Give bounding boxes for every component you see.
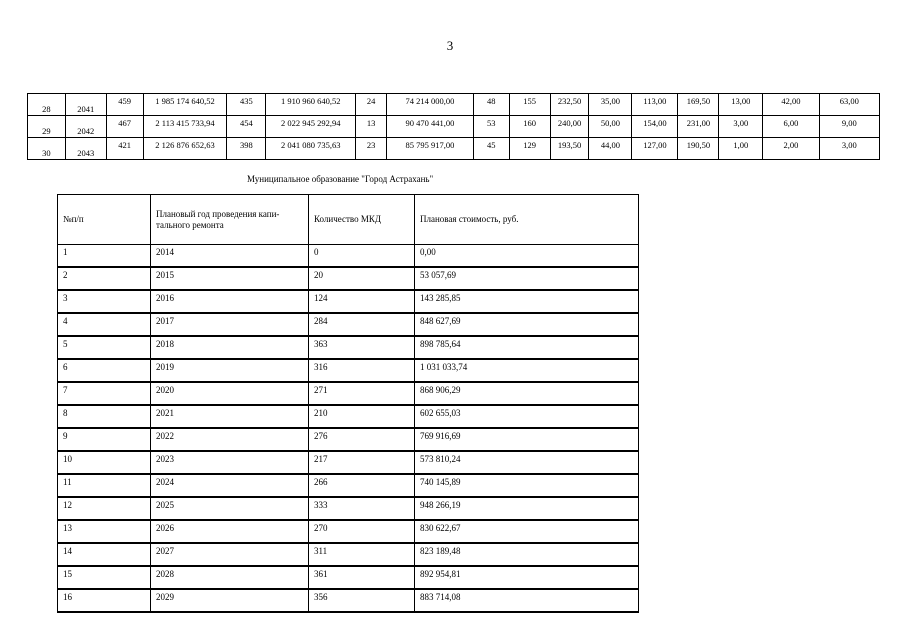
header-planned-cost: Плановая стоимость, руб.: [415, 195, 639, 245]
planned-cost-cell: 740 145,89: [415, 474, 639, 497]
planned-year-cell: 2015: [151, 267, 309, 290]
table-cell: 63,00: [819, 94, 879, 116]
table-cell: 2 041 080 735,63: [266, 138, 356, 160]
row-number-cell: 3: [58, 290, 151, 313]
table-cell: 29: [28, 116, 66, 138]
table-cell: 90 470 441,00: [386, 116, 473, 138]
table-row: [58, 405, 639, 428]
planned-year-cell: 2019: [151, 359, 309, 382]
header-row: [58, 195, 639, 245]
table-cell: 35,00: [589, 94, 632, 116]
table-row: [58, 336, 639, 359]
page-number: 3: [446, 38, 454, 53]
planned-cost-cell: 602 655,03: [415, 405, 639, 428]
table-cell: 85 795 917,00: [386, 138, 473, 160]
row-number-cell: 5: [58, 336, 151, 359]
table-cell: 48: [473, 94, 509, 116]
building-count-cell: 333: [309, 497, 415, 520]
table-cell: 129: [509, 138, 550, 160]
planned-year-cell: 2029: [151, 589, 309, 612]
table-cell: 467: [106, 116, 143, 138]
table-cell: 2 126 876 652,63: [143, 138, 227, 160]
building-count-cell: 20: [309, 267, 415, 290]
table-cell: 232,50: [550, 94, 589, 116]
table-row: [58, 543, 639, 566]
table-cell: 113,00: [632, 94, 678, 116]
building-count-cell: 311: [309, 543, 415, 566]
building-count-cell: 361: [309, 566, 415, 589]
row-number-cell: 14: [58, 543, 151, 566]
planned-year-cell: 2028: [151, 566, 309, 589]
row-number-cell: 7: [58, 382, 151, 405]
table-cell: 398: [227, 138, 266, 160]
table-row: [58, 589, 639, 612]
table-cell: 30: [28, 138, 66, 160]
building-count-cell: 276: [309, 428, 415, 451]
table-row: [58, 566, 639, 589]
planned-year-cell: 2021: [151, 405, 309, 428]
table-cell: 240,00: [550, 116, 589, 138]
table-cell: 2 113 415 733,94: [143, 116, 227, 138]
planned-year-cell: 2022: [151, 428, 309, 451]
table-cell: 2 022 945 292,94: [266, 116, 356, 138]
table-cell: 1,00: [719, 138, 763, 160]
table-row: [28, 94, 880, 116]
planned-year-cell: 2014: [151, 245, 309, 268]
building-count-cell: 124: [309, 290, 415, 313]
row-number-cell: 6: [58, 359, 151, 382]
planned-cost-cell: 1 031 033,74: [415, 359, 639, 382]
table-row: [58, 520, 639, 543]
building-count-cell: 0: [309, 245, 415, 268]
table-row: [28, 116, 880, 138]
table-cell: 53: [473, 116, 509, 138]
row-number-cell: 13: [58, 520, 151, 543]
table-cell: 459: [106, 94, 143, 116]
planned-cost-cell: 0,00: [415, 245, 639, 268]
planned-cost-cell: 823 189,48: [415, 543, 639, 566]
table-cell: 13,00: [719, 94, 763, 116]
planned-cost-cell: 883 714,08: [415, 589, 639, 612]
building-count-cell: 356: [309, 589, 415, 612]
table-cell: 50,00: [589, 116, 632, 138]
table-cell: 24: [356, 94, 387, 116]
building-count-cell: 271: [309, 382, 415, 405]
row-number-cell: 15: [58, 566, 151, 589]
table-cell: 2042: [65, 116, 106, 138]
table-cell: 74 214 000,00: [386, 94, 473, 116]
table-cell: 13: [356, 116, 387, 138]
planned-cost-cell: 898 785,64: [415, 336, 639, 359]
header-building-count: Количество МКД: [309, 195, 415, 245]
table-cell: 45: [473, 138, 509, 160]
row-number-cell: 9: [58, 428, 151, 451]
row-number-cell: 10: [58, 451, 151, 474]
planned-cost-cell: 143 285,85: [415, 290, 639, 313]
table-cell: 2041: [65, 94, 106, 116]
planned-year-cell: 2023: [151, 451, 309, 474]
building-count-cell: 316: [309, 359, 415, 382]
table-cell: 44,00: [589, 138, 632, 160]
building-count-cell: 270: [309, 520, 415, 543]
planned-year-cell: 2017: [151, 313, 309, 336]
table-cell: 1 910 960 640,52: [266, 94, 356, 116]
table-row: [58, 451, 639, 474]
row-number-cell: 4: [58, 313, 151, 336]
row-number-cell: 12: [58, 497, 151, 520]
building-count-cell: 284: [309, 313, 415, 336]
table-row: [58, 245, 639, 268]
table-cell: 154,00: [632, 116, 678, 138]
planned-cost-cell: 868 906,29: [415, 382, 639, 405]
table-row: [58, 428, 639, 451]
table-cell: 190,50: [678, 138, 719, 160]
table-cell: 155: [509, 94, 550, 116]
planned-cost-cell: 892 954,81: [415, 566, 639, 589]
building-count-cell: 266: [309, 474, 415, 497]
planned-year-cell: 2026: [151, 520, 309, 543]
table-row: [58, 382, 639, 405]
table-row: [58, 313, 639, 336]
building-count-cell: 363: [309, 336, 415, 359]
planned-cost-cell: 53 057,69: [415, 267, 639, 290]
table-cell: 6,00: [763, 116, 819, 138]
planned-cost-cell: 769 916,69: [415, 428, 639, 451]
table-cell: 23: [356, 138, 387, 160]
table-row: [58, 290, 639, 313]
table-cell: 454: [227, 116, 266, 138]
planned-year-cell: 2027: [151, 543, 309, 566]
planned-cost-cell: 573 810,24: [415, 451, 639, 474]
table-cell: 2043: [65, 138, 106, 160]
building-count-cell: 217: [309, 451, 415, 474]
table-cell: 3,00: [719, 116, 763, 138]
table-row: [58, 474, 639, 497]
row-number-cell: 2: [58, 267, 151, 290]
row-number-cell: 1: [58, 245, 151, 268]
table-cell: 193,50: [550, 138, 589, 160]
header-planned-year: Плановый год проведения капи-тального ремонта: [151, 195, 309, 245]
planned-cost-cell: 848 627,69: [415, 313, 639, 336]
table-cell: 160: [509, 116, 550, 138]
table-cell: 28: [28, 94, 66, 116]
table-row: [28, 138, 880, 160]
table-cell: 1 985 174 640,52: [143, 94, 227, 116]
planned-year-cell: 2018: [151, 336, 309, 359]
table-cell: 127,00: [632, 138, 678, 160]
planned-year-cell: 2025: [151, 497, 309, 520]
planned-year-cell: 2024: [151, 474, 309, 497]
table-cell: 421: [106, 138, 143, 160]
planned-cost-cell: 948 266,19: [415, 497, 639, 520]
planned-year-cell: 2016: [151, 290, 309, 313]
table-cell: 9,00: [819, 116, 879, 138]
table-row: [58, 267, 639, 290]
table-cell: 2,00: [763, 138, 819, 160]
row-number-cell: 11: [58, 474, 151, 497]
table-cell: 3,00: [819, 138, 879, 160]
table-cell: 169,50: [678, 94, 719, 116]
table-cell: 231,00: [678, 116, 719, 138]
building-count-cell: 210: [309, 405, 415, 428]
row-number-cell: 8: [58, 405, 151, 428]
planned-year-cell: 2020: [151, 382, 309, 405]
table-row: [58, 497, 639, 520]
table-cell: 42,00: [763, 94, 819, 116]
planned-cost-cell: 830 622,67: [415, 520, 639, 543]
table-cell: 435: [227, 94, 266, 116]
section-caption: Муниципальное образование "Город Астрахань": [247, 174, 434, 184]
continuation-table: [27, 93, 880, 160]
repair-plan-table: [57, 194, 639, 613]
table-row: [58, 359, 639, 382]
header-number: №п/п: [58, 195, 151, 245]
row-number-cell: 16: [58, 589, 151, 612]
